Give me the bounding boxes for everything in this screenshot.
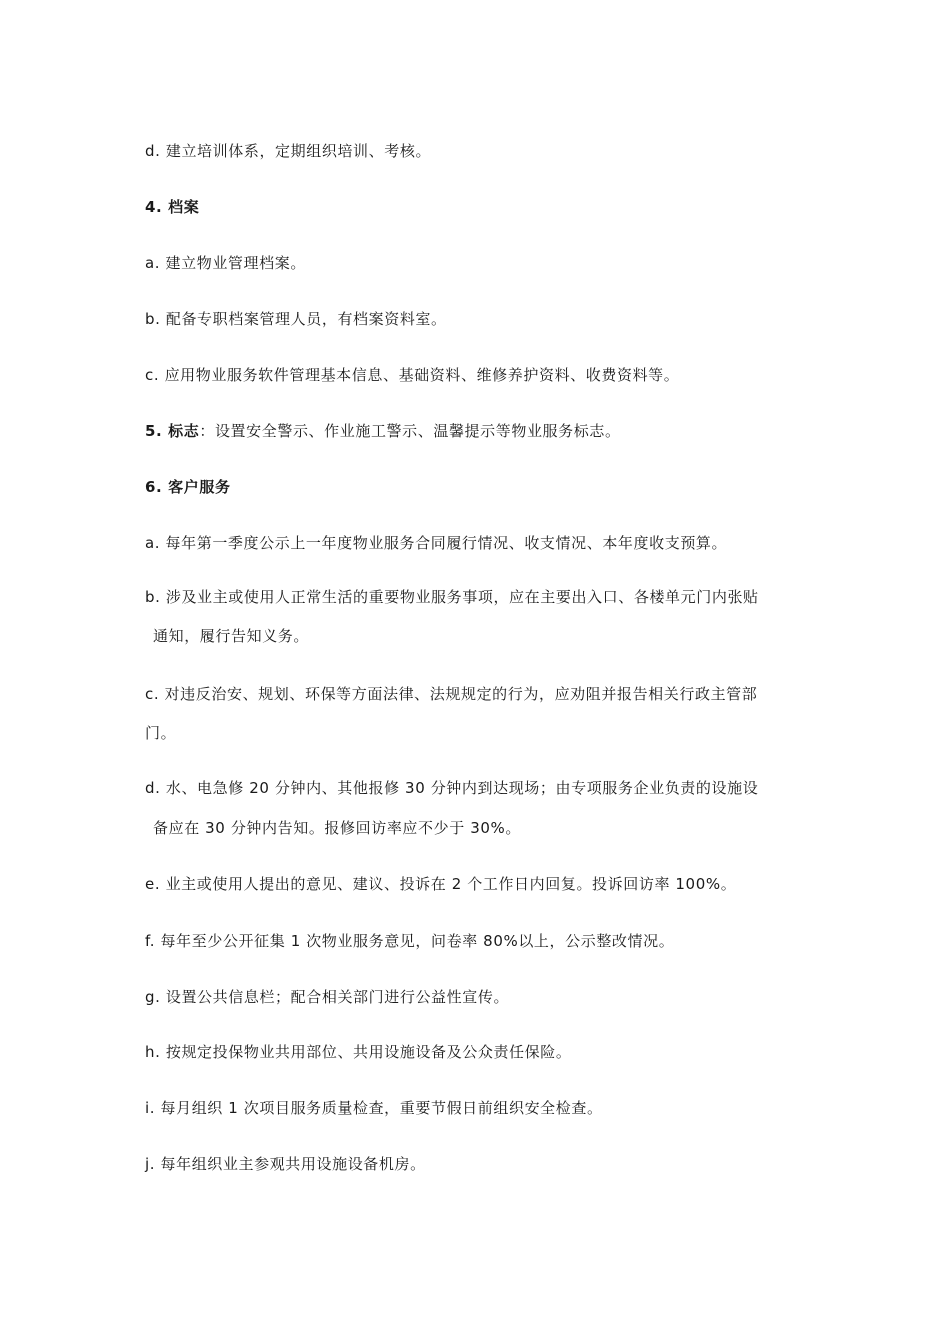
archives-item-c: c. 应用物业服务软件管理基本信息、基础资料、维修养护资料、收费资料等。: [145, 366, 680, 384]
service-item-f: f. 每年至少公开征集 1 次物业服务意见，问卷率 80%以上，公示整改情况。: [145, 932, 675, 950]
service-item-i: i. 每月组织 1 次项目服务质量检查，重要节假日前组织安全检查。: [145, 1099, 603, 1117]
service-item-j: j. 每年组织业主参观共用设施设备机房。: [145, 1155, 426, 1173]
service-item-b: b. 涉及业主或使用人正常生活的重要物业服务事项，应在主要出入口、各楼单元门内张贴: [145, 588, 759, 606]
service-item-c-continued: 门。: [145, 724, 177, 742]
service-item-e: e. 业主或使用人提出的意见、建议、投诉在 2 个工作日内回复。投诉回访率 100%。: [145, 875, 737, 893]
signage-description: ：设置安全警示、作业施工警示、温馨提示等物业服务标志。: [199, 422, 621, 440]
service-item-h: h. 按规定投保物业共用部位、共用设施设备及公众责任保险。: [145, 1043, 572, 1061]
service-item-g: g. 设置公共信息栏；配合相关部门进行公益性宣传。: [145, 988, 510, 1006]
section-heading-archives: 4. 档案: [145, 198, 200, 216]
section-heading-signage: 5. 标志: [145, 422, 200, 440]
training-item-d: d. 建立培训体系，定期组织培训、考核。: [145, 142, 432, 160]
service-item-a: a. 每年第一季度公示上一年度物业服务合同履行情况、收支情况、本年度收支预算。: [145, 534, 728, 552]
service-item-c: c. 对违反治安、规划、环保等方面法律、法规规定的行为，应劝阻并报告相关行政主管部: [145, 685, 758, 703]
archives-item-a: a. 建立物业管理档案。: [145, 254, 306, 272]
service-item-d-continued: 备应在 30 分钟内告知。报修回访率应不少于 30%。: [153, 819, 521, 837]
archives-item-b: b. 配备专职档案管理人员，有档案资料室。: [145, 310, 447, 328]
section-heading-customer-service: 6. 客户服务: [145, 478, 231, 496]
section-signage: [145, 421, 810, 441]
service-item-b-continued: 通知，履行告知义务。: [153, 627, 310, 645]
service-item-d: d. 水、电急修 20 分钟内、其他报修 30 分钟内到达现场；由专项服务企业负责的设施设: [145, 779, 759, 797]
